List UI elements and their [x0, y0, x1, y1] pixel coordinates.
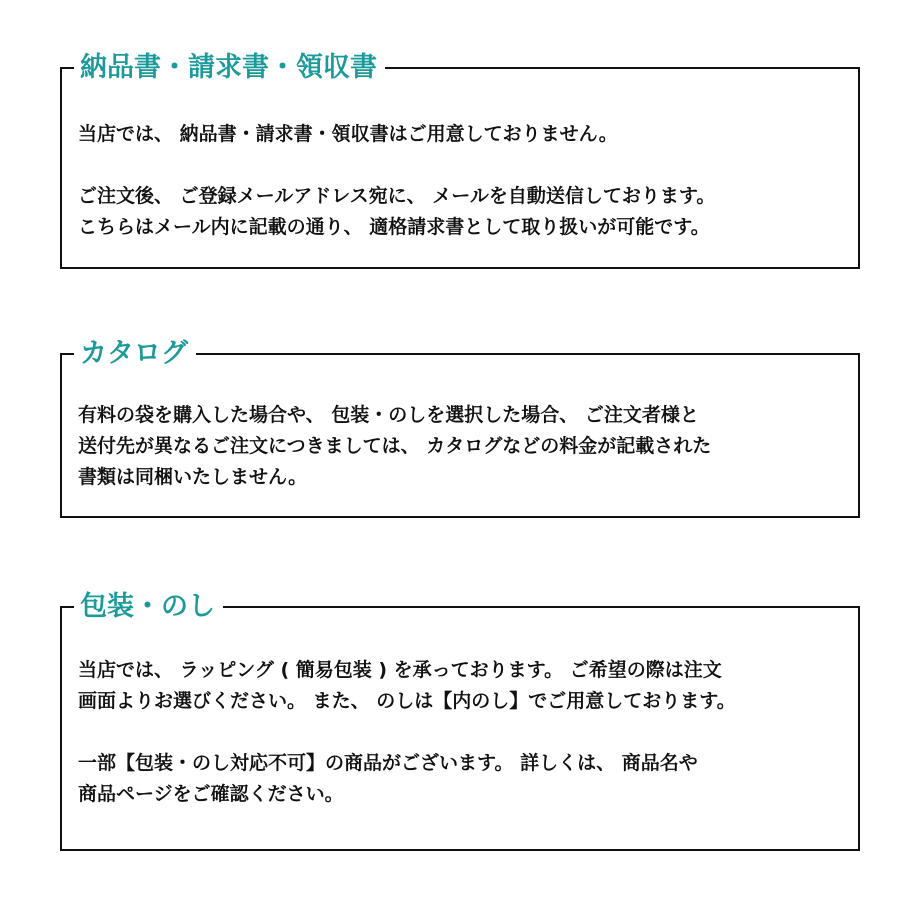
section-title: 包装・のし — [74, 588, 223, 626]
body-line: 一部【包装・のし対応不可】の商品がございます。 詳しくは、 商品名や — [78, 752, 698, 774]
section-body — [78, 400, 846, 493]
section-title: 納品書・請求書・領収書 — [74, 49, 385, 87]
section-body — [78, 119, 846, 243]
section-catalog — [60, 338, 860, 518]
body-line: こちらはメール内に記載の通り、 適格請求書として取り扱いが可能です。 — [78, 216, 710, 238]
body-line: 当店では、 納品書・請求書・領収書はご用意しておりません。 — [78, 123, 618, 145]
body-line: 送付先が異なるご注文につきましては、 カタログなどの料金が記載された — [78, 435, 712, 457]
body-line: 画面よりお選びください。 また、 のしは【内のし】でご用意しております。 — [78, 690, 736, 712]
body-line: 書類は同梱いたしません。 — [78, 466, 308, 488]
body-line: 当店では、 ラッピング ( 簡易包装 ) を承っております。 ご希望の際は注文 — [78, 659, 722, 681]
body-line: ご注文後、 ご登録メールアドレス宛に、 メールを自動送信しております。 — [78, 185, 716, 207]
section-wrapping — [60, 591, 860, 851]
body-line: 有料の袋を購入した場合や、 包装・のしを選択した場合、 ご注文者様と — [78, 404, 699, 426]
body-line: 商品ページをご確認ください。 — [78, 783, 344, 805]
section-title: カタログ — [74, 335, 196, 373]
section-invoice — [60, 52, 860, 269]
paragraph-gap — [78, 717, 846, 748]
section-body — [78, 655, 846, 810]
paragraph-gap — [78, 150, 846, 181]
